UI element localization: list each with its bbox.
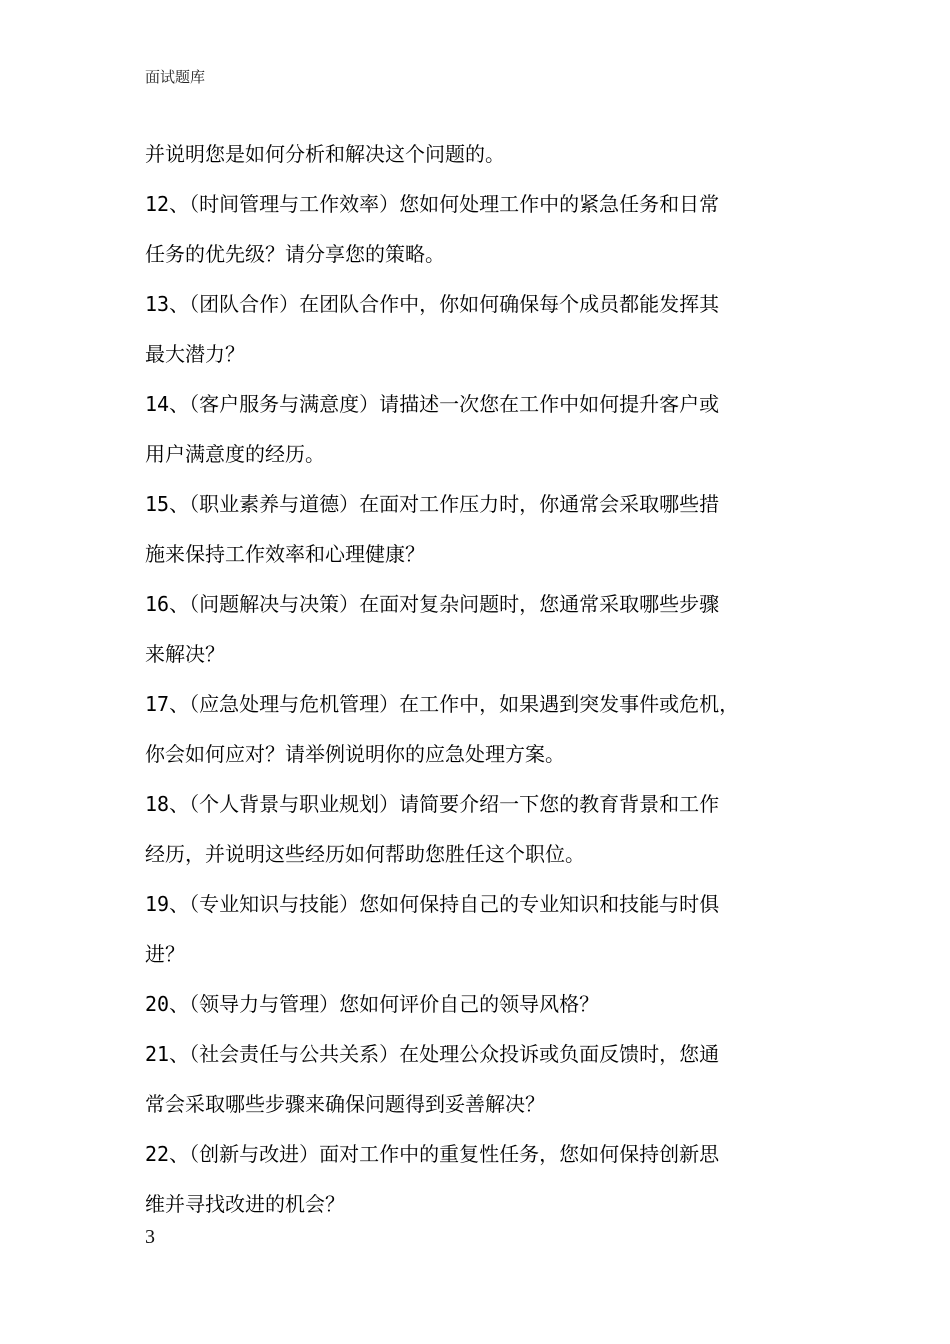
- page-number: 3: [145, 1226, 155, 1248]
- text-line: 施来保持工作效率和心理健康？: [145, 542, 425, 566]
- text-line: 用户满意度的经历。: [145, 442, 325, 466]
- text-line: 你会如何应对？请举例说明你的应急处理方案。: [145, 742, 565, 766]
- text-line: 并说明您是如何分析和解决这个问题的。: [145, 142, 505, 166]
- text-line: 任务的优先级？请分享您的策略。: [145, 242, 445, 266]
- text-line: 维并寻找改进的机会？: [145, 1192, 345, 1216]
- text-line: 进？: [145, 942, 185, 966]
- document-body: [145, 129, 815, 1229]
- text-line: 12、（时间管理与工作效率）您如何处理工作中的紧急任务和日常: [145, 192, 720, 216]
- text-line: 19、（专业知识与技能）您如何保持自己的专业知识和技能与时俱: [145, 892, 720, 916]
- text-line: 20、（领导力与管理）您如何评价自己的领导风格？: [145, 992, 600, 1016]
- text-line: 22、（创新与改进）面对工作中的重复性任务，您如何保持创新思: [145, 1142, 720, 1166]
- text-line: 18、（个人背景与职业规划）请简要介绍一下您的教育背景和工作: [145, 792, 720, 816]
- text-line: 经历，并说明这些经历如何帮助您胜任这个职位。: [145, 842, 585, 866]
- text-line: 17、（应急处理与危机管理）在工作中，如果遇到突发事件或危机，: [145, 692, 740, 716]
- text-line: 21、（社会责任与公共关系）在处理公众投诉或负面反馈时，您通: [145, 1042, 720, 1066]
- text-line: 15、（职业素养与道德）在面对工作压力时，你通常会采取哪些措: [145, 492, 720, 516]
- text-line: 常会采取哪些步骤来确保问题得到妥善解决？: [145, 1092, 545, 1116]
- text-line: 13、（团队合作）在团队合作中，你如何确保每个成员都能发挥其: [145, 292, 720, 316]
- page-header-title: 面试题库: [145, 68, 206, 86]
- text-line: 最大潜力？: [145, 342, 245, 366]
- text-line: 来解决？: [145, 642, 225, 666]
- text-line: 14、（客户服务与满意度）请描述一次您在工作中如何提升客户或: [145, 392, 720, 416]
- text-line: 16、（问题解决与决策）在面对复杂问题时，您通常采取哪些步骤: [145, 592, 720, 616]
